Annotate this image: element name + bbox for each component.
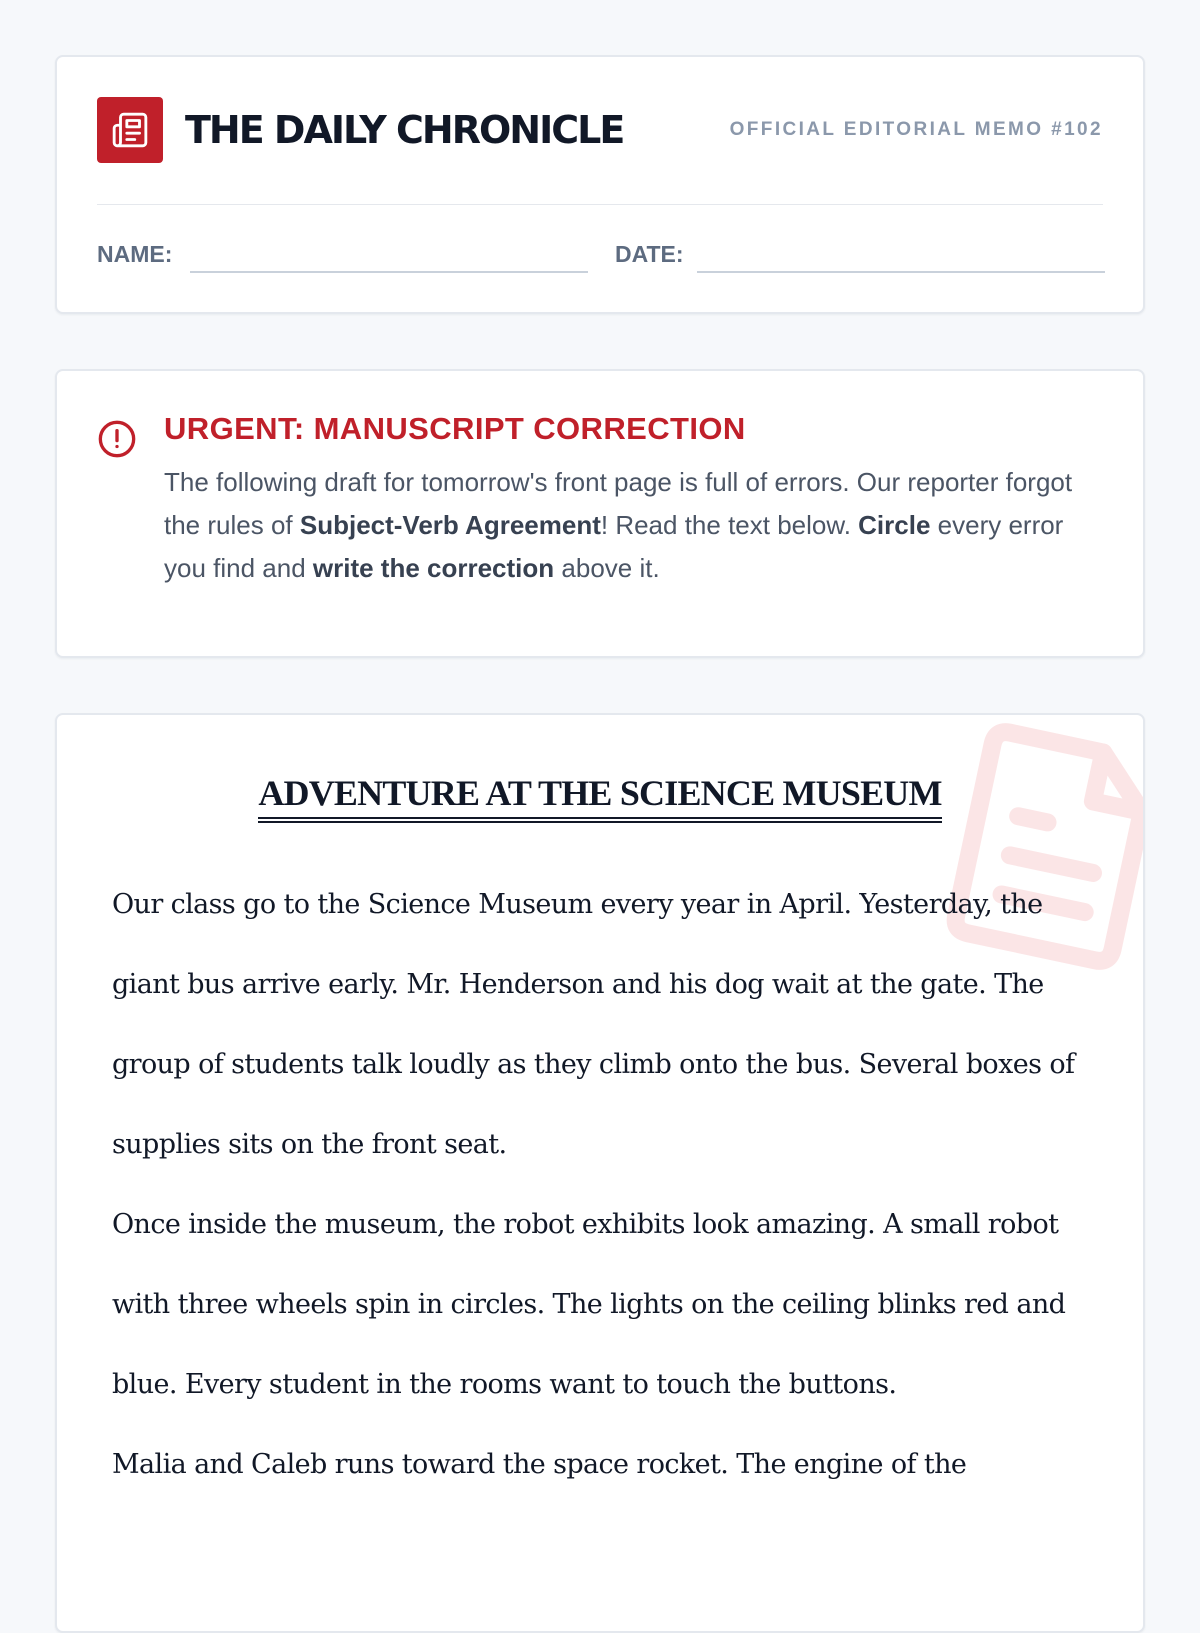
instructions-emphasis: Subject-Verb Agreement — [299, 510, 601, 540]
article-title-wrap — [57, 771, 1143, 823]
date-field[interactable] — [697, 271, 1105, 273]
article-title: ADVENTURE AT THE SCIENCE MUSEUM — [258, 771, 941, 823]
article-paragraph: Our class go to the Science Museum every year in April. Yesterday, the giant bus arrive early. Mr. Henderson and his dog wait at the gate. The group of students talk loudly as they climb onto the bus. Several boxes of supplies sits on the front seat. — [112, 889, 1075, 1160]
instructions-text: every error you find and — [164, 510, 1064, 583]
alert-title: URGENT: MANUSCRIPT CORRECTION — [164, 411, 746, 446]
name-field[interactable] — [190, 271, 588, 273]
instructions-card — [55, 369, 1145, 658]
instructions-emphasis: write the correction — [312, 553, 555, 583]
article-card — [55, 713, 1145, 1633]
name-label: NAME: — [97, 241, 173, 267]
date-label: DATE: — [615, 241, 684, 267]
instructions-text: ! Read the text below. — [600, 510, 859, 540]
brand-title: THE DAILY CHRONICLE — [185, 108, 624, 152]
alert-circle-icon — [97, 419, 137, 459]
header-divider — [97, 204, 1103, 205]
instructions-emphasis: Circle — [858, 510, 931, 540]
memo-label: OFFICIAL EDITORIAL MEMO #102 — [729, 119, 1103, 140]
instructions-text: above it. — [554, 553, 660, 583]
article-paragraph: Malia and Caleb runs toward the space rocket. The engine of the — [112, 1449, 967, 1480]
article-body — [112, 865, 1112, 1505]
header-card — [55, 55, 1145, 314]
article-paragraph: Once inside the museum, the robot exhibits look amazing. A small robot with three wheels spin in circles. The lights on the ceiling blinks red and blue. Every student in the rooms want to touch the buttons. — [112, 1209, 1066, 1400]
newspaper-icon — [97, 97, 163, 163]
alert-instructions — [164, 461, 1109, 590]
instructions-text: The following draft for tomorrow's front page is full of errors. Our reporter forgot the rules of — [164, 467, 1073, 540]
